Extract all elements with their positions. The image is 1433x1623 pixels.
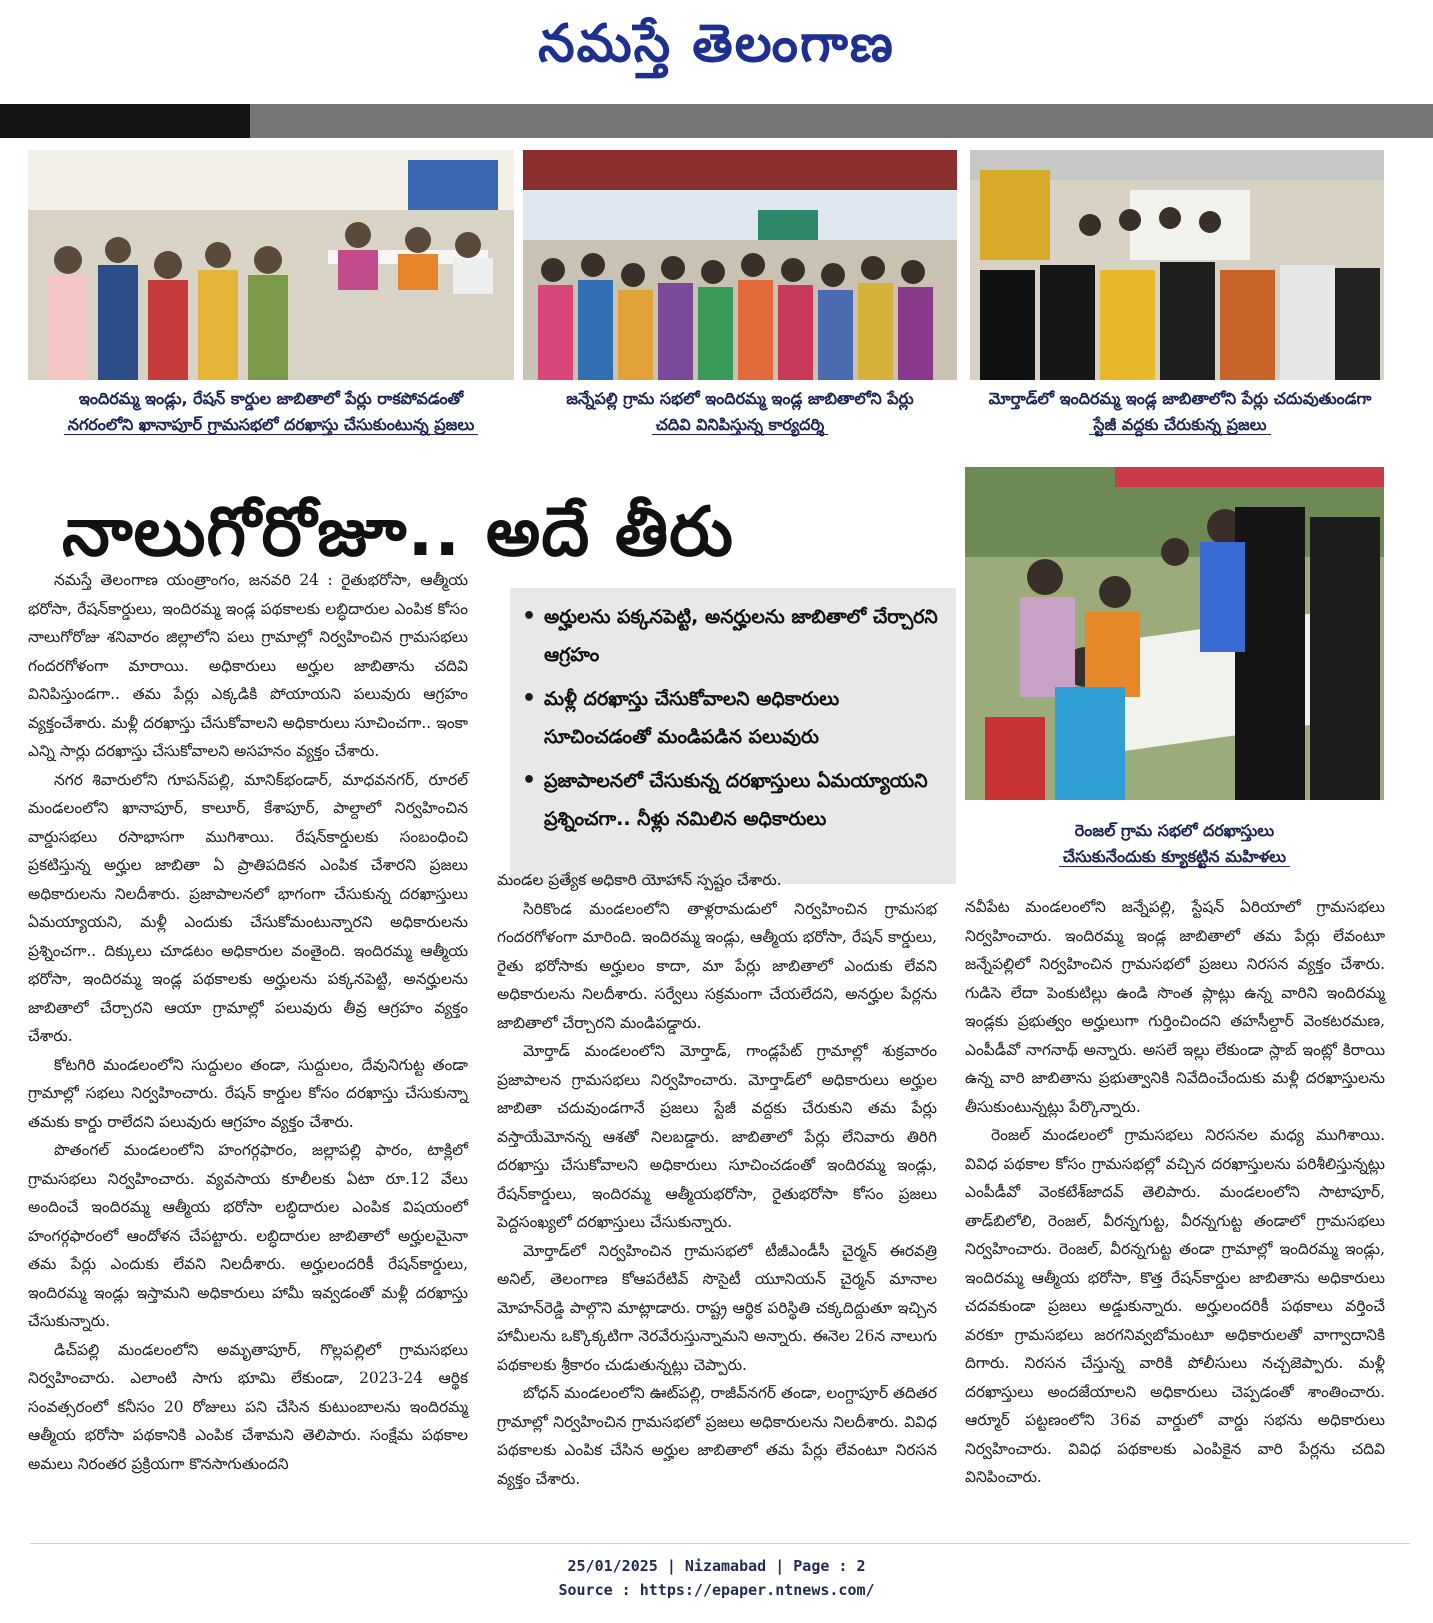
article-paragraph: బోధన్‌ మండలంలోని ఊట్‌పల్లి, రాజీవ్‌నగర్‌ తండా, లంగ్దాపూర్‌ తదితర గ్రామాల్లో నిర్వహించిన గ్రామసభలో ప్రజలు అధికారులను నిలదీశారు. వివిధ పథకాలకు ఎంపిక చేసిన అర్హుల జాబితాలో తమ పేర్లు లేవంటూ నిరసన వ్యక్తం చేశారు. — [497, 1384, 937, 1488]
article-paragraph: మోర్తాడ్‌లో నిర్వహించిన గ్రామసభలో టీజీఎండీసీ చైర్మన్‌ ఈరవత్రి అనిల్‌, తెలంగాణ కోఆపరేటివ్‌ సొసైటీ యూనియన్‌ చైర్మన్‌ మానాల మోహన్‌రెడ్డి పాల్గొని మాట్లాడారు. రాష్ట్ర ఆర్థిక పరిస్థితి చక్కదిద్దుతూ ఇచ్చిన హామీలను ఒక్కొక్కటిగా నెరవేరుస్తున్నామని అన్నారు. ఈనెల 26న నాలుగు పథకాలకు శ్రీకారం చుడుతున్నట్లు చెప్పారు. — [497, 1241, 937, 1374]
bullet-icon: • — [522, 686, 537, 711]
article-paragraph: మోర్తాడ్‌ మండలంలోని మోర్తాడ్‌, గాండ్లపేట్‌ గ్రామాల్లో శుక్రవారం ప్రజాపాలన గ్రామసభలు నిర్వహించారు. మోర్తాడ్‌లో అధికారులు అర్హుల జాబితా చదువుండగానే ప్రజలు స్టేజీ వద్దకు చేరుకుని తమ పేర్లు వస్తాయేమోనన్న ఆశతో నిలబడ్డారు. జాబితాలో పేర్లు లేనివారు తిరిగి దరఖాస్తు చేసుకోవాలని అధికారులు సూచించడంతో ఇందిరమ్మ ఇండ్లు, రేషన్‌కార్డులు, ఇందిరమ్మ ఆత్మీయభరోసా, రైతుభరోసా కోసం ప్రజలు పెద్దసంఖ్యలో దరఖాస్తులు చేసుకున్నారు. — [497, 1042, 937, 1231]
caption-line: రెంజల్‌ గ్రామ సభలో దరఖాస్తులు — [1074, 821, 1275, 840]
photo4-caption — [965, 818, 1384, 870]
footer-divider — [30, 1543, 1410, 1544]
photo2-caption — [523, 386, 957, 438]
article-paragraph: మండల ప్రత్యేక అధికారి యోహాన్‌ స్పష్టం చేశారు. — [497, 871, 782, 889]
article-paragraph: రెంజల్‌ మండలంలో గ్రామసభలు నిరసనల మధ్య ముగిశాయి. వివిధ పథకాల కోసం గ్రామసభల్లో వచ్చిన దరఖాస్తులను పరిశీలిస్తున్నట్లు ఎంపీడీవో వెంకటేశ్‌జాదవ్‌ తెలిపారు. మండలంలోని సాటాపూర్‌, తాడ్‌బిలోలి, రెంజల్‌, వీరన్నగుట్ట, వీరన్నగుట్ట తండాలో గ్రామసభలు నిర్వహించారు. రెంజల్‌, వీరన్నగుట్ట తండా గ్రామాల్లో ఇందిరమ్మ ఇండ్లు, ఇందిరమ్మ ఆత్మీయ భరోసా, కొత్త రేషన్‌కార్డుల జాబితాను అధికారులు చదవకుండా ప్రజలు అడ్డుకున్నారు. అర్హులందరికీ పథకాలు వర్తించే వరకూ గ్రామసభలు జరగనివ్వబోమంటూ అధికారులతో వాగ్వాదానికి దిగారు. నిరసన చేస్తున్న వారికి పోలీసులు నచ్చజెప్పారు. మళ్లీ దరఖాస్తులు అందజేయాలని అధికారులు చెప్పడంతో శాంతించారు. ఆర్మూర్‌ పట్టణంలోని 36వ వార్డులో వార్డు సభను అధికారులు నిర్వహించారు. వివిధ పథకాలకు ఎంపికైన వారి పేర్లను చదివి వినిపించారు. — [965, 1126, 1385, 1486]
highlight-item: • అర్హులను పక్కనపెట్టి, అనర్హులను జాబితాలో చేర్చారని ఆగ్రహం — [522, 598, 942, 674]
caption-line: స్టేజీ వద్దకు చేరుకున్న ప్రజలు — [1089, 415, 1270, 435]
photo3-caption — [965, 386, 1395, 438]
caption-line: జన్నేపల్లి గ్రామ సభలో ఇందిరమ్మ ఇండ్ల జాబితాలోని పేర్లు — [566, 389, 914, 408]
photo-khanapur-gramasabha — [28, 150, 514, 380]
article-paragraph: డిచ్‌పల్లి మండలంలోని అమృతాపూర్‌, గొల్లపల్లిలో గ్రామసభలు నిర్వహించారు. ఎలాంటి సాగు భూమి లేకుండా, 2023-24 ఆర్థిక సంవత్సరంలో కనీసం 20 రోజులు పని చేసిన కుటుంబాలను ఇందిరమ్మ ఆత్మీయ భరోసా పథకానికి ఎంపిక చేశామని తెలిపారు. సంక్షేమ పథకాల అమలు నిరంతర ప్రక్రియగా కొనసాగుతుందని — [28, 1340, 468, 1473]
article-paragraph: నమస్తే తెలంగాణ యంత్రాంగం, జనవరి 24 : రైతుభరోసా, ఆత్మీయ భరోసా, రేషన్‌కార్డులు, ఇందిరమ్మ ఇండ్ల పథకాలకు లబ్ధిదారుల ఎంపిక కోసం నాలుగోరోజు శనివారం జిల్లాలోని పలు గ్రామాల్లో నిర్వహించిన గ్రామసభలు గందరగోళంగా మారాయి. అధికారులు అర్హుల జాబితాను చదివి వినిపిస్తుండగా.. తమ పేర్లు ఎక్కడికి పోయాయని పలువురు ఆగ్రహం వ్యక్తంచేశారు. మళ్లీ దరఖాస్తు చేసుకోవాలని అధికారులు సూచించగా.. ఇంకా ఎన్ని సార్లు దరఖాస్తు చేసుకోవాలని అసహనం వ్యక్తం చేశారు. — [28, 571, 468, 760]
article-column-1 — [28, 566, 468, 1478]
caption-line: మోర్తాడ్‌లో ఇందిరమ్మ ఇండ్ల జాబితాలోని పేర్లు చదువుతుండగా — [988, 389, 1372, 408]
footer-date-line: 25/01/2025 | Nizamabad | Page : 2 — [567, 1557, 866, 1575]
highlight-item: • ప్రజాపాలనలో చేసుకున్న దరఖాస్తులు ఏమయ్యాయని ప్రశ్నించగా.. నీళ్లు నమిలిన అధికారులు — [522, 762, 942, 838]
caption-line: చేసుకునేందుకు క్యూకట్టిన మహిళలు — [1059, 847, 1290, 867]
photo1-caption — [28, 386, 514, 438]
article-column-3 — [965, 893, 1385, 1492]
photo-jannepalli-gramasabha — [523, 150, 957, 380]
article-paragraph: కోటగిరి మండలంలోని సుద్దులం తండా, సుద్దులం, దేవునిగుట్ట తండా గ్రామాల్లో సభలు నిర్వహించారు. రేషన్‌ కార్డుల కోసం దరఖాస్తు చేసుకున్నా తమకు కార్డు రాలేదని పలువురు ఆగ్రహం వ్యక్తం చేశారు. — [28, 1055, 468, 1131]
headline-text: నాలుగోరోజూ.. అదే తీరు — [62, 492, 734, 572]
masthead — [0, 0, 1433, 100]
article-paragraph: నవీపేట మండలంలోని జన్నేపల్లి, స్టేషన్‌ ఏరియాలో గ్రామసభలు నిర్వహించారు. ఇందిరమ్మ ఇండ్ల జాబితాలో తమ పేర్లు లేవంటూ జన్నేపల్లిలో నిర్వహించిన గ్రామసభలో ప్రజలు నిరసన వ్యక్తం చేశారు. గుడిసె లేదా పెంకుటిల్లు ఉండి సొంత ప్లాట్లు ఉన్న వారిని ఇందిరమ్మ ఇండ్లకు ప్రభుత్వం అర్హులుగా గుర్తించిందని తహసీల్దార్‌ వెంకటరమణ, ఎంపీడీవో నాగనాథ్‌ అన్నారు. అసలే ఇల్లు లేకుండా స్లాబ్‌ ఇంట్లో కిరాయి ఉన్న వారి జాబితాను ప్రభుత్వానికి నివేదించేందుకు మళ్లీ దరఖాస్తులను తీసుకుంటున్నట్లు పేర్కొన్నారు. — [965, 898, 1385, 1116]
caption-line: చదివి వినిపిస్తున్న కార్యదర్శి — [652, 415, 828, 435]
highlight-item: • మళ్లీ దరఖాస్తు చేసుకోవాలని అధికారులు సూచించడంతో మండిపడిన పలువురు — [522, 680, 942, 756]
article-column-2 — [497, 866, 937, 1493]
photo-renjal-women — [965, 467, 1384, 800]
footer-source-line: Source : https://epaper.ntnews.com/ — [558, 1581, 875, 1599]
highlights-box — [510, 588, 956, 884]
photo-mortad-stage — [970, 150, 1384, 380]
caption-line: నగరంలోని ఖానాపూర్‌ గ్రామసభలో దరఖాస్తు చేసుకుంటున్న ప్రజలు — [64, 415, 479, 435]
bullet-icon: • — [522, 768, 537, 793]
bullet-icon: • — [522, 604, 537, 629]
article-paragraph: సిరికొండ మండలంలోని తాళ్లరామడులో నిర్వహించిన గ్రామసభ గందరగోళంగా మారింది. ఇందిరమ్మ ఇండ్లు, ఆత్మీయ భరోసా, రేషన్‌ కార్డులు, రైతు భరోసాకు అర్హులం కాదా, మా పేర్లు జాబితాలో ఎందుకు లేవని అధికారులను నిలదీశారు. సర్వేలు సక్రమంగా చేయలేదని, అనర్హుల పేర్లను జాబితాలో చేర్చారని మండిపడ్డారు. — [497, 899, 937, 1032]
article-paragraph: పొతంగల్‌ మండలంలోని హంగర్గఫారం, జల్లాపల్లి ఫారం, టాక్లిలో గ్రామసభలు నిర్వహించారు. వ్యవసాయ కూలీలకు ఏటా రూ.12 వేలు అందించే ఇందిరమ్మ ఆత్మీయ భరోసా లబ్ధిదారుల ఎంపిక విషయంలో హంగర్గఫారంలో ఆందోళన చేపట్టారు. లబ్ధిదారుల జాబితాలో అర్హులమైనా తమ పేర్లు ఎందుకు లేవని నిలదీశారు. అర్హులందరికీ రేషన్‌కార్డులు, ఇందిరమ్మ ఇండ్లు ఇస్తామని అధికారులు హామీ ఇవ్వడంతో మళ్లీ దరఖాస్తు చేసుకున్నారు. — [28, 1141, 468, 1330]
header-rule-bar — [0, 104, 1433, 138]
newspaper-title: నమస్తే తెలంగాణ — [538, 13, 895, 74]
caption-line: ఇందిరమ్మ ఇండ్లు, రేషన్‌ కార్డుల జాబితాలో పేర్లు రాకపోవడంతో — [78, 389, 464, 408]
article-paragraph: నగర శివారులోని గూపన్‌పల్లి, మానిక్‌భండార్‌, మాధవనగర్‌, రూరల్‌ మండలంలోని ఖానాపూర్‌, కాలూర్‌, కేశాపూర్‌, పాల్దాలో నిర్వహించిన వార్డుసభలు రసాభాసగా ముగిశాయి. రేషన్‌కార్డులకు సంబంధించి ప్రకటిస్తున్న అర్హుల జాబితా ఏ ప్రాతిపదికన ఎంపిక చేశారని ప్రజలు అధికారులను నిలదీశారు. ప్రజాపాలనలో భాగంగా చేసుకున్న దరఖాస్తులు ఏమయ్యాయని, మళ్లీ ఎందుకు చేసుకోమంటున్నారని అధికారులను ప్రశ్నించగా.. దిక్కులు చూడటం అధికారుల వంతైంది. ఇందిరమ్మ ఆత్మీయ భరోసా, ఇందిరమ్మ ఇండ్ల పథకాలకు అర్హులను పక్కనపెట్టి, అనర్హులను జాబితాలో చేర్చారని ఆయా గ్రామాల్లో పలువురు తీవ్ర ఆగ్రహం వ్యక్తం చేశారు. — [28, 770, 468, 1045]
